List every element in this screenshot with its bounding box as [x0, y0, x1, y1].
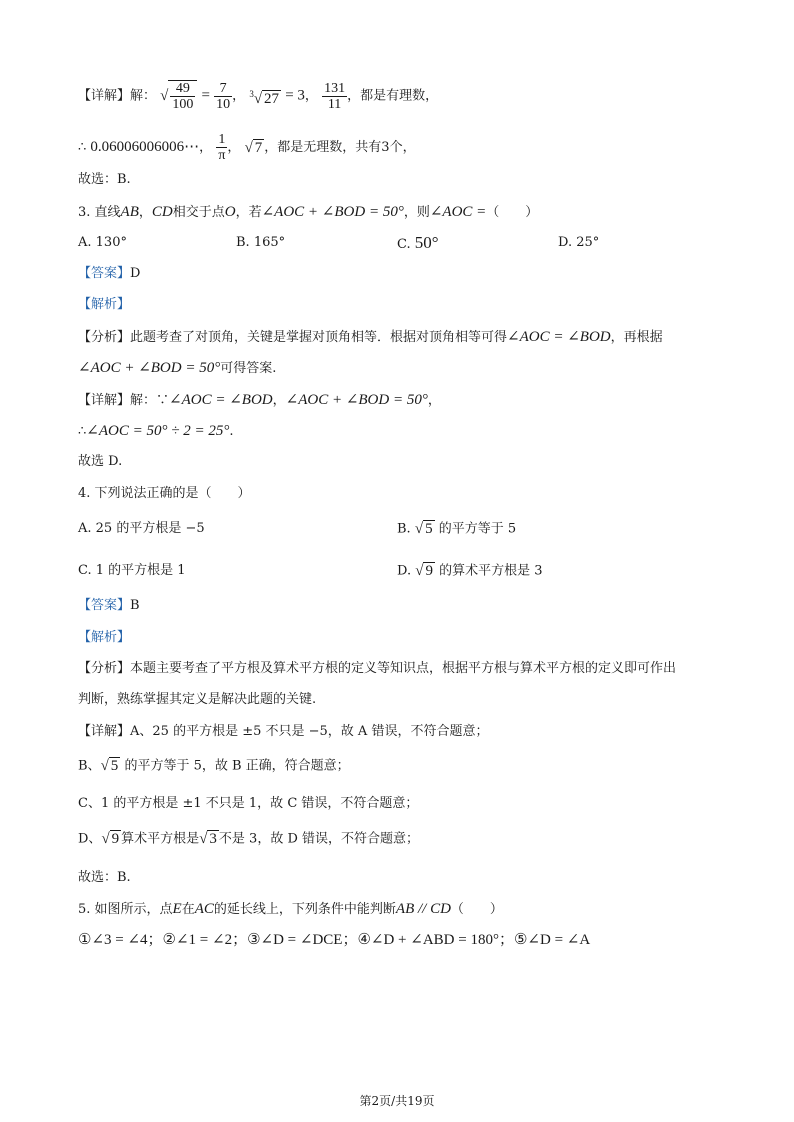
sqrt-fraction: √ $\frac{49}{100}$ — [160, 80, 197, 112]
detail-tag: 【详解】 — [78, 88, 131, 104]
q4-answer: 【答案】B — [78, 598, 140, 613]
q3-jiexi: 【解析】 — [78, 297, 131, 312]
q3-analysis: 【分析】此题考查了对顶角，关键是掌握对顶角相等．根据对顶角相等可得∠AOC = ∠BOD，再根据 — [78, 329, 663, 345]
q4-analysis: 【分析】本题主要考查了平方根及算术平方根的定义等知识点，根据平方根与算术平方根的定义即可作出 — [78, 661, 677, 676]
q3-option-c: C. 50° — [397, 233, 439, 252]
detail-line-1: 【详解】解： √ $\frac{49}{100}$ = $\frac{7}{10}$ ， $^3$√ 27 = 3， $\frac{131}{11}$ ，都是有理数， — [78, 80, 439, 112]
fraction-7-10: $\frac{7}{10}$ — [216, 80, 231, 112]
q3-option-d: D. 25° — [558, 235, 600, 250]
question-5: 5. 如图所示，点E在AC的延长线上，下列条件中能判断AB // CD（ ） — [78, 901, 503, 917]
q3-detail-2: ∴∠AOC = 50° ÷ 2 = 25°. — [78, 423, 234, 439]
question-4: 4. 下列说法正确的是（ ） — [78, 486, 251, 501]
q3-option-b: B. 165° — [236, 235, 286, 250]
q4-detail-4: D、√ 9 算术平方根是√ 3 不是 3，故 D 错误，不符合题意； — [78, 831, 420, 847]
q3-choose: 故选 D. — [78, 454, 123, 469]
q3-analysis-2: ∠AOC + ∠BOD = 50°可得答案. — [78, 360, 277, 376]
q5-conditions: ①∠3 = ∠4；②∠1 = ∠2；③∠D = ∠DCE；④∠D + ∠ABD = 180°；⑤∠D = ∠A — [78, 932, 591, 948]
question-3: 3. 直线AB，CD相交于点O，若∠AOC + ∠BOD = 50°，则∠AOC =（ ） — [78, 204, 539, 220]
fraction-131-11: $\frac{131}{11}$ — [324, 80, 346, 112]
q4-option-a: A. 25 的平方根是 −5 — [78, 521, 205, 536]
q4-detail-1: 【详解】A、25 的平方根是 ±5 不只是 −5，故 A 错误，不符合题意； — [78, 724, 489, 739]
q3-option-a: A. 130° — [78, 235, 127, 250]
q4-option-d: D. √ 9 的算术平方根是 3 — [397, 563, 543, 579]
choose-b-1: 故选：B. — [78, 172, 131, 187]
q4-jiexi: 【解析】 — [78, 630, 131, 645]
q4-detail-3: C、1 的平方根是 ±1 不只是 1，故 C 错误，不符合题意； — [78, 796, 419, 811]
sqrt-7: √ 7 — [244, 139, 263, 156]
q4-option-c: C. 1 的平方根是 1 — [78, 563, 186, 578]
q4-choose: 故选：B. — [78, 870, 131, 885]
q3-answer: 【答案】D — [78, 266, 141, 281]
detail-line-2: ∴ 0.06006006006⋯， $\frac{1}{\pi}$ ， √ 7 ，都是无理数，共有3个， — [78, 132, 416, 163]
fraction-1-pi: $\frac{1}{\pi}$ — [218, 132, 226, 163]
q3-detail: 【详解】解：∵∠AOC = ∠BOD，∠AOC + ∠BOD = 50°， — [78, 392, 441, 408]
cube-root: $^3$√ 27 — [249, 88, 280, 107]
q4-option-b: B. √ 5 的平方等于 5 — [397, 521, 517, 537]
page-footer: 第2页/共19页 — [359, 1094, 435, 1108]
q4-detail-2: B、√ 5 的平方等于 5，故 B 正确，符合题意； — [78, 758, 350, 774]
q4-analysis-2: 判断，熟练掌握其定义是解决此题的关键. — [78, 692, 317, 707]
